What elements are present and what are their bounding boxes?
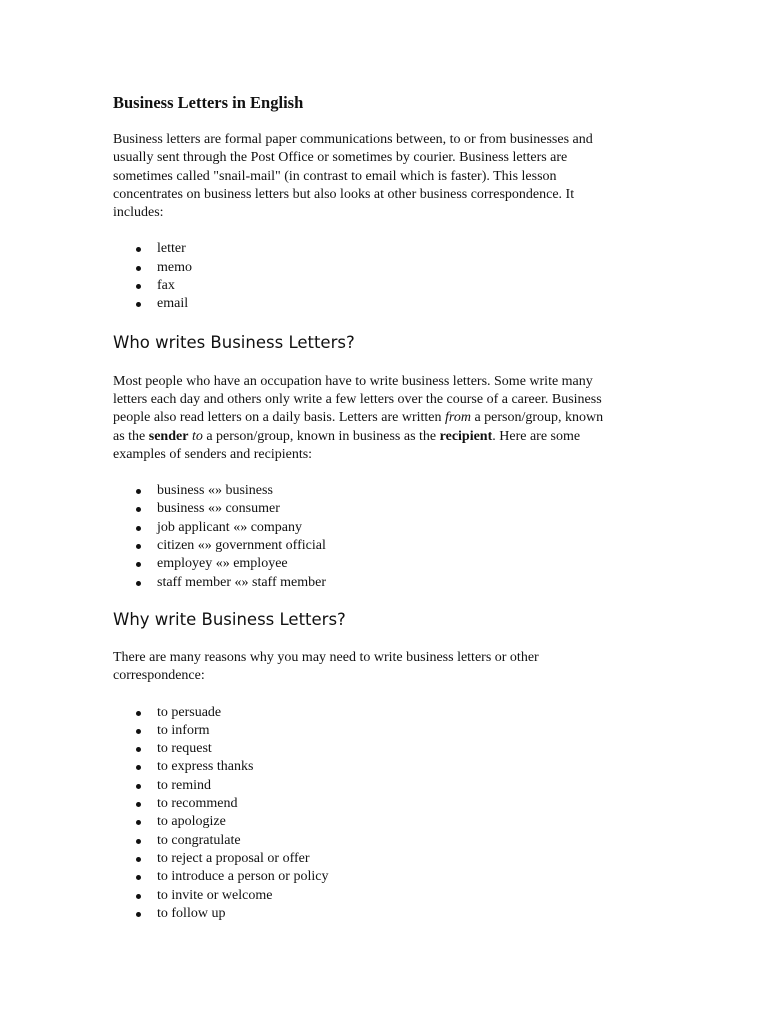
list-item: memo (113, 259, 653, 277)
list-item: to inform (113, 722, 653, 740)
list-item: fax (113, 277, 653, 295)
paragraph-line: letters each day and others only write a few letters over the course of a career. Business (113, 391, 602, 407)
list-item: to reject a proposal or offer (113, 850, 653, 868)
intro-line: Business letters are formal paper communications between, to or from businesses and (113, 132, 593, 147)
intro-paragraph (113, 131, 653, 222)
emphasis-from: from (445, 410, 471, 426)
term-recipient: recipient (439, 428, 493, 444)
intro-line: usually sent through the Post Office or sometimes by courier. Business letters are (113, 150, 568, 166)
list-item: to recommend (113, 795, 653, 813)
list-item: to follow up (113, 905, 653, 923)
paragraph-text: people also read letters on a daily basis. Letters are written (113, 410, 445, 426)
list-item: to apologize (113, 813, 653, 831)
list-item: business «» consumer (113, 500, 653, 518)
intro-line: concentrates on business letters but also looks at other business correspondence. It (113, 186, 575, 202)
why-write-heading: Why write Business Letters? (113, 609, 346, 629)
paragraph-line: Most people who have an occupation have to write business letters. Some write many (113, 373, 593, 389)
list-item: to persuade (113, 704, 653, 722)
why-write-paragraph (113, 649, 653, 686)
sender-recipient-examples-list (113, 482, 653, 592)
reasons-list (113, 704, 653, 924)
paragraph-line: examples of senders and recipients: (113, 446, 313, 462)
who-writes-paragraph (113, 373, 653, 464)
list-item: staff member «» staff member (113, 574, 653, 592)
term-sender: sender (148, 428, 189, 444)
paragraph-line: correspondence: (113, 668, 205, 684)
who-writes-heading: Who writes Business Letters? (113, 332, 355, 352)
list-item: to invite or welcome (113, 887, 653, 905)
list-item: business «» business (113, 482, 653, 500)
emphasis-to: to (191, 428, 203, 444)
list-item: to congratulate (113, 832, 653, 850)
list-item: job applicant «» company (113, 519, 653, 537)
intro-line: sometimes called "snail-mail" (in contrast to email which is faster). This lesson (113, 168, 557, 184)
intro-line: includes: (113, 205, 164, 221)
list-item: citizen «» government official (113, 537, 653, 555)
document-title: Business Letters in English (113, 93, 304, 112)
list-item: email (113, 295, 653, 313)
correspondence-types-list (113, 240, 653, 313)
document-content (113, 93, 653, 923)
list-item: to introduce a person or policy (113, 868, 653, 886)
paragraph-text: as the (113, 428, 149, 444)
paragraph-text: a person/group, known in business as the (202, 428, 440, 444)
list-item: to express thanks (113, 758, 653, 776)
list-item: letter (113, 240, 653, 258)
list-item: employey «» employee (113, 555, 653, 573)
paragraph-text: . Here are some (492, 428, 581, 444)
paragraph-line: There are many reasons why you may need to write business letters or other (113, 649, 539, 665)
paragraph-text: a person/group, known (470, 410, 604, 426)
list-item: to remind (113, 777, 653, 795)
list-item: to request (113, 740, 653, 758)
